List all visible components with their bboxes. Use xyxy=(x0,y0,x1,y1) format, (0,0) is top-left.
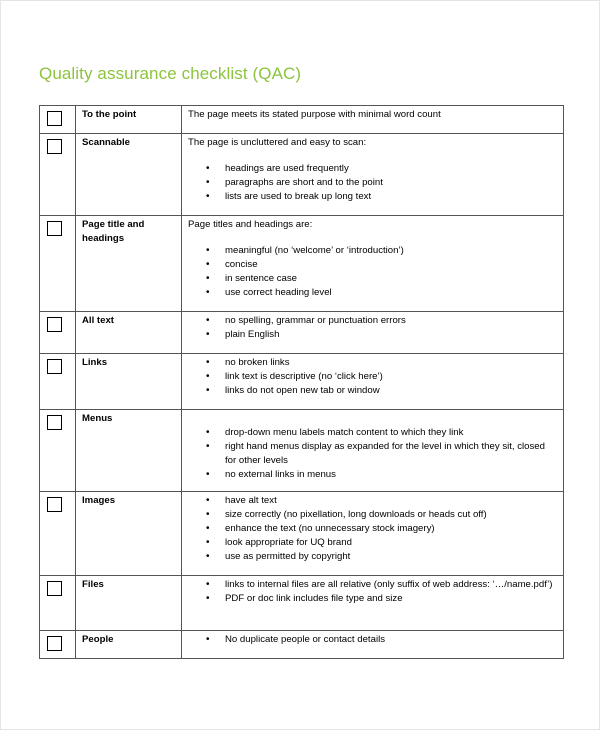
list-item: • plain English xyxy=(188,328,557,342)
list-item: • link text is descriptive (no ‘click here’) xyxy=(188,370,557,384)
list-item: • lists are used to break up long text xyxy=(188,190,557,204)
list-item: • no spelling, grammar or punctuation errors xyxy=(188,314,557,328)
row-label: Images xyxy=(76,492,182,576)
list-item: • concise xyxy=(188,258,557,272)
criteria-list xyxy=(188,244,557,300)
row-intro: The page is uncluttered and easy to scan: xyxy=(188,137,367,148)
checklist-row xyxy=(40,631,564,659)
list-item: • no broken links xyxy=(188,356,557,370)
checkbox-cell xyxy=(40,312,76,354)
checkbox-cell xyxy=(40,354,76,410)
checklist-row xyxy=(40,354,564,410)
criteria-list xyxy=(188,314,557,342)
list-item: • meaningful (no ‘welcome’ or ‘introduction’) xyxy=(188,244,557,258)
row-description xyxy=(182,354,564,410)
row-label: People xyxy=(76,631,182,659)
checkbox-cell xyxy=(40,134,76,216)
checklist-row xyxy=(40,312,564,354)
row-intro: Page titles and headings are: xyxy=(188,219,313,230)
row-description xyxy=(182,134,564,216)
checkbox-images[interactable] xyxy=(47,497,62,512)
page-title: Quality assurance checklist (QAC) xyxy=(39,64,302,83)
checkbox-cell xyxy=(40,106,76,134)
row-intro: The page meets its stated purpose with minimal word count xyxy=(188,109,441,120)
row-description xyxy=(182,410,564,492)
checkbox-files[interactable] xyxy=(47,581,62,596)
list-item: • paragraphs are short and to the point xyxy=(188,176,557,190)
checkbox-links[interactable] xyxy=(47,359,62,374)
checkbox-all-text[interactable] xyxy=(47,317,62,332)
list-item: • in sentence case xyxy=(188,272,557,286)
row-label: Scannable xyxy=(76,134,182,216)
list-item: • size correctly (no pixellation, long downloads or heads cut off) xyxy=(188,508,557,522)
checklist-row xyxy=(40,576,564,631)
list-item: • drop-down menu labels match content to which they link xyxy=(188,426,557,440)
row-label: Files xyxy=(76,576,182,631)
list-item: • use correct heading level xyxy=(188,286,557,300)
checkbox-to-the-point[interactable] xyxy=(47,111,62,126)
list-item: • enhance the text (no unnecessary stock imagery) xyxy=(188,522,557,536)
list-item: • use as permitted by copyright xyxy=(188,550,557,564)
checkbox-cell xyxy=(40,631,76,659)
criteria-list xyxy=(188,162,557,204)
row-description xyxy=(182,631,564,659)
row-label: To the point xyxy=(76,106,182,134)
list-item: • PDF or doc link includes file type and size xyxy=(188,592,557,606)
criteria-list xyxy=(188,426,557,482)
checkbox-menus[interactable] xyxy=(47,415,62,430)
checkbox-scannable[interactable] xyxy=(47,139,62,154)
list-item: • links do not open new tab or window xyxy=(188,384,557,398)
list-item: • right hand menus display as expanded for the level in which they sit, closed for other levels xyxy=(188,440,557,468)
list-item: • No duplicate people or contact details xyxy=(188,633,557,647)
checklist-row xyxy=(40,216,564,312)
row-description xyxy=(182,492,564,576)
row-label: All text xyxy=(76,312,182,354)
checklist-row xyxy=(40,492,564,576)
row-description xyxy=(182,312,564,354)
checklist-row xyxy=(40,410,564,492)
checklist-row xyxy=(40,106,564,134)
list-item: • headings are used frequently xyxy=(188,162,557,176)
list-item: • look appropriate for UQ brand xyxy=(188,536,557,550)
checkbox-page-title-headings[interactable] xyxy=(47,221,62,236)
list-item: • links to internal files are all relative (only suffix of web address: ‘…/name.pdf’) xyxy=(188,578,557,592)
row-label: Links xyxy=(76,354,182,410)
checkbox-cell xyxy=(40,492,76,576)
criteria-list xyxy=(188,494,557,564)
row-label: Menus xyxy=(76,410,182,492)
checkbox-cell xyxy=(40,216,76,312)
row-description xyxy=(182,216,564,312)
checkbox-people[interactable] xyxy=(47,636,62,651)
criteria-list xyxy=(188,578,557,606)
list-item: • have alt text xyxy=(188,494,557,508)
criteria-list xyxy=(188,633,557,647)
checkbox-cell xyxy=(40,410,76,492)
row-description xyxy=(182,576,564,631)
row-description xyxy=(182,106,564,134)
list-item: • no external links in menus xyxy=(188,468,557,482)
row-label: Page title and headings xyxy=(76,216,182,312)
criteria-list xyxy=(188,356,557,398)
checklist-row xyxy=(40,134,564,216)
checklist-table xyxy=(39,105,564,659)
checkbox-cell xyxy=(40,576,76,631)
